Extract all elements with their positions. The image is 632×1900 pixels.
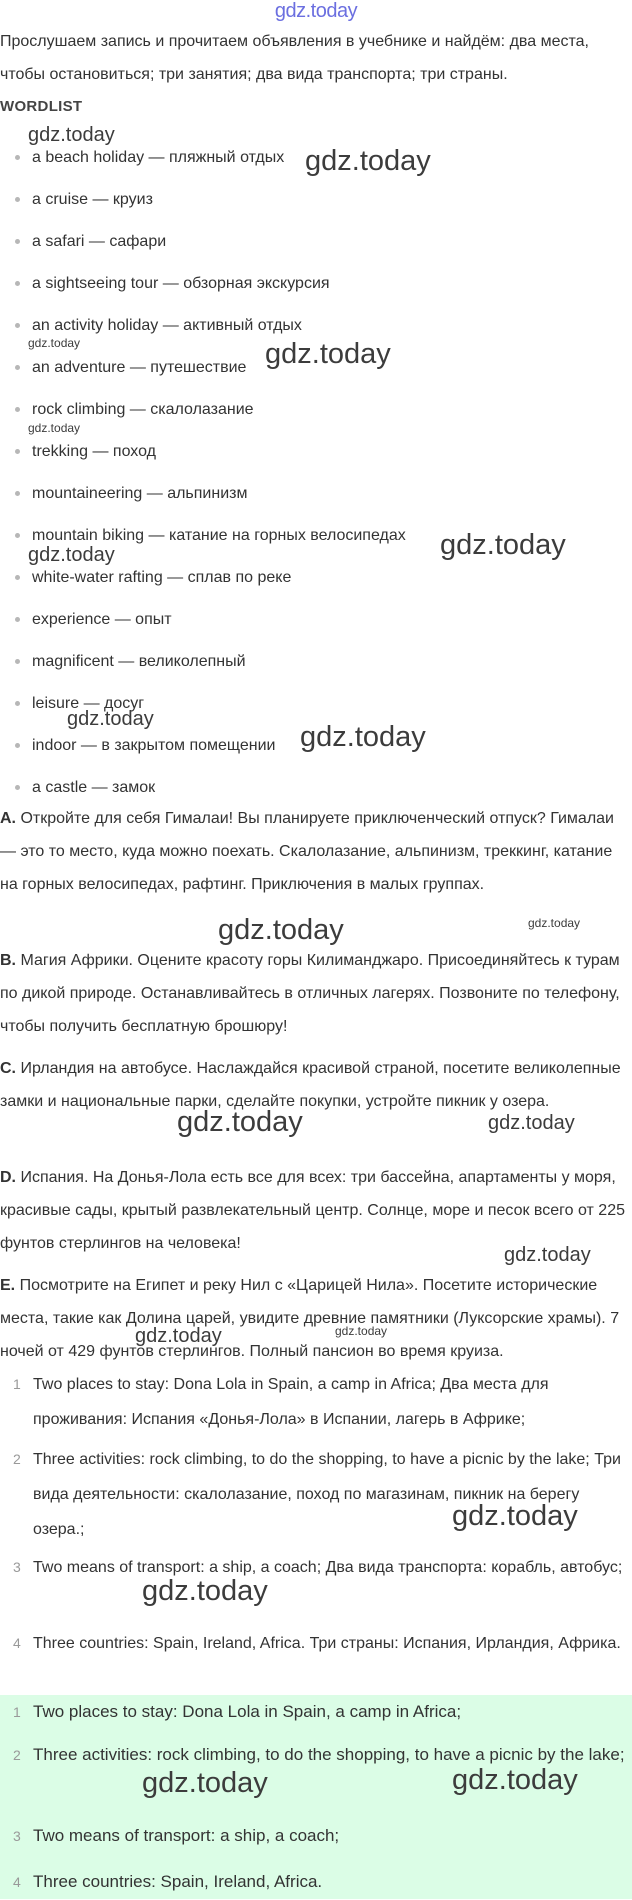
wordlist-item: mountaineering — альпинизм [15,483,247,505]
watermark: gdz.today [28,336,81,350]
wordlist-item: experience — опыт [15,609,172,631]
wordlist-item: an activity holiday — активный отдых [15,315,302,337]
answer-item: 2 Three activities: rock climbing, to do the shopping, to have a picnic by the lake; [13,1745,625,1764]
bullet-icon [15,323,20,328]
bullet-icon [15,701,20,706]
translated-answer-item: 4 Three countries: Spain, Ireland, Africa. Три страны: Испания, Ирландия, Африка. [13,1635,621,1652]
bullet-icon [15,197,20,202]
ad-paragraph-d: D. Испания. На Донья-Лола есть все для всех: три бассейна, апартаменты у моря, красивые сады, крытый развлекательный центр. Солнце, море и песок всего от 225 фунтов стерлингов на человека! [0,1169,625,1252]
watermark: gdz.today [528,916,581,930]
bullet-icon [15,743,20,748]
wordlist-item: a sightseeing tour — обзорная экскурсия [15,273,330,295]
bullet-icon [15,407,20,412]
wordlist-title: WORDLIST [0,98,83,115]
watermark: gdz.today [142,1767,268,1799]
watermark: gdz.today [28,421,81,435]
bullet-icon [15,155,20,160]
bullet-icon [15,785,20,790]
ad-paragraph-a: A. Откройте для себя Гималаи! Вы планируете приключенческий отпуск? Гималаи — это то место, куда можно поехать. Скалолазание, альпинизм, треккинг, катание на горных велосипедах, рафтинг. Приключения в малых группах. [0,810,614,893]
watermark: gdz.today [452,1764,578,1796]
intro-text: Прослушаем запись и прочитаем объявления в учебнике и найдём: два места, чтобы остановиться; три занятия; два вида транспорта; три страны. [0,33,589,83]
watermark: gdz.today [335,1324,388,1338]
wordlist-item: a castle — замок [15,777,155,799]
wordlist-item: rock climbing — скалолазание [15,399,254,421]
watermark: gdz.today [218,914,344,946]
bullet-icon [15,365,20,370]
ad-paragraph-b: B. Магия Африки. Оцените красоту горы Килиманджаро. Присоединяйтесь к турам по дикой природе. Останавливайтесь в отличных лагерях. Позвоните по телефону, чтобы получить бесплатную брошюру! [0,952,620,1035]
watermark: gdz.today [142,1575,268,1607]
wordlist-item: white-water rafting — сплав по реке [15,567,291,589]
bullet-icon [15,491,20,496]
watermark: gdz.today [488,1112,575,1134]
wordlist-item: a safari — сафари [15,231,166,253]
watermark: gdz.today [135,1325,222,1347]
answer-item: 1 Two places to stay: Dona Lola in Spain, a camp in Africa; [13,1702,462,1721]
watermark: gdz.today [300,721,426,753]
watermark: gdz.today [440,529,566,561]
bullet-icon [15,659,20,664]
wordlist-item: trekking — поход [15,441,156,463]
ad-paragraph-c: C. Ирландия на автобусе. Наслаждайся красивой страной, посетите великолепные замки и национальные парки, сделайте покупки, устройте пикник у озера. [0,1060,621,1110]
wordlist-item: leisure — досуг [15,693,144,715]
wordlist-item: indoor — в закрытом помещении [15,735,276,757]
ad-paragraph-e: E. Посмотрите на Египет и реку Нил с «Царицей Нила». Посетите исторические места, такие как Долина царей, увидите древние памятники (Луксорские храмы). 7 ночей от 429 фунтов стерлингов. Полный пансион во время круиза. [0,1277,620,1360]
bullet-icon [15,617,20,622]
bullet-icon [15,575,20,580]
wordlist-item: mountain biking — катание на горных велосипедах [15,525,406,547]
translated-answer-item: 3 Two means of transport: a ship, a coach; Два вида транспорта: корабль, автобус; [13,1559,623,1576]
wordlist-item: a beach holiday — пляжный отдых [15,147,284,169]
watermark: gdz.today [28,124,115,146]
watermark: gdz.today [265,338,391,370]
wordlist-item: a cruise — круиз [15,189,153,211]
watermark: gdz.today [452,1500,578,1532]
bullet-icon [15,533,20,538]
header-watermark: gdz.today [274,0,358,22]
wordlist-item: magnificent — великолепный [15,651,246,673]
bullet-icon [15,281,20,286]
translated-answer-item: 2 Three activities: rock climbing, to do the shopping, to have a picnic by the lake; Три вида деятельности: скалолазание, поход по магазинам, пикник на берегу озера.; [13,1451,621,1538]
watermark: gdz.today [177,1106,303,1138]
answer-item: 4 Three countries: Spain, Ireland, Africa. [13,1872,323,1891]
bullet-icon [15,239,20,244]
watermark: gdz.today [28,544,115,566]
watermark: gdz.today [504,1244,591,1266]
watermark: gdz.today [67,708,154,730]
bullet-icon [15,449,20,454]
wordlist-item: an adventure — путешествие [15,357,246,379]
answer-item: 3 Two means of transport: a ship, a coach; [13,1826,340,1845]
translated-answer-item: 1 Two places to stay: Dona Lola in Spain, a camp in Africa; Два места для проживания: Испания «Донья-Лола» в Испании, лагерь в Африке; [13,1376,549,1428]
watermark: gdz.today [305,145,431,177]
